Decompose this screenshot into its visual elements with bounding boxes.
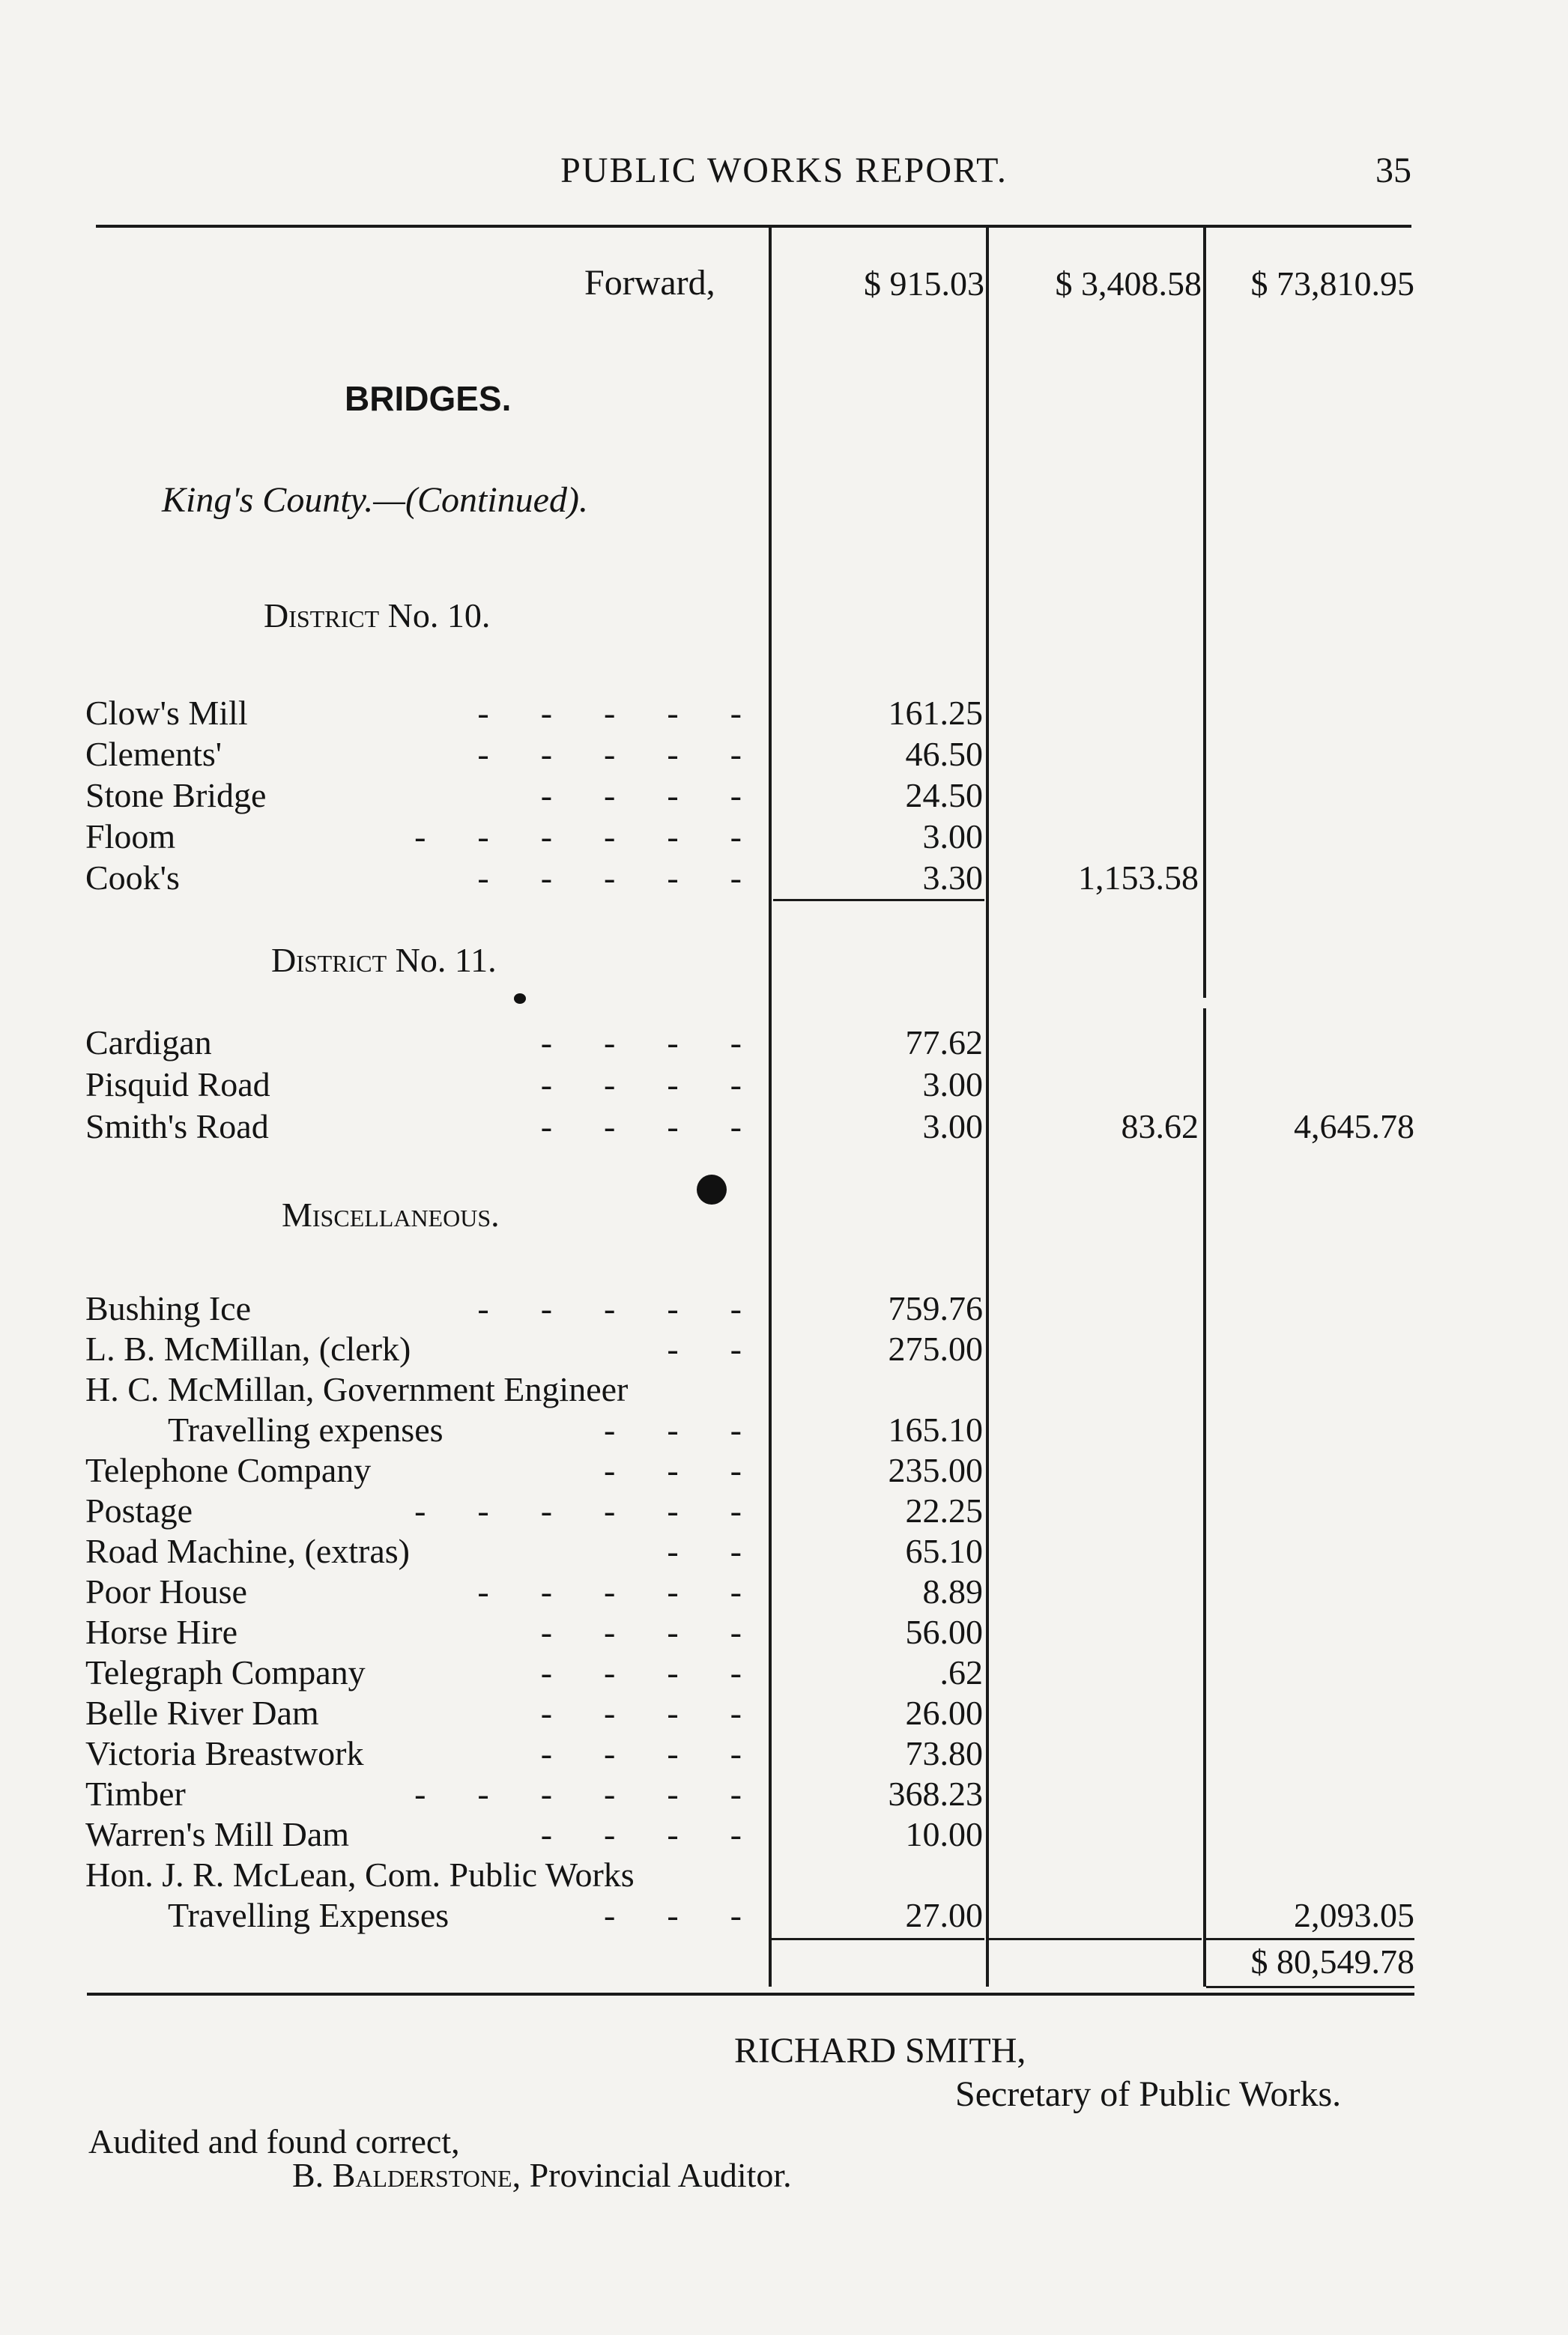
misc-row-label: Telegraph Company [85,1653,366,1692]
misc-row-amount: 165.10 [888,1411,983,1449]
district-10-row-leader-dashes: - - - - - - [414,817,742,855]
misc-row-leader-dashes: - - - - - - [414,1491,742,1530]
district-10-subtotal: 1,153.58 [1078,858,1199,897]
misc-row-amount: 56.00 [905,1613,983,1651]
misc-row-amount: 8.89 [922,1572,983,1611]
misc-row-leader-dashes: - - - - [540,1694,742,1732]
misc-row-amount: .62 [939,1653,983,1692]
misc-row-leader-dashes: - - - [604,1451,742,1489]
section-title: BRIDGES. [345,379,512,418]
final-rule-col1 [772,1938,984,1940]
misc-row-leader-dashes: - - - - - [477,1572,742,1611]
misc-row-amount: 235.00 [888,1451,983,1489]
misc-heading: Miscellaneous. [282,1196,500,1234]
misc-row-label: Belle River Dam [85,1694,319,1732]
district-11-row-label: Pisquid Road [85,1065,270,1103]
misc-row-label: Timber [85,1775,186,1813]
ink-dot [514,993,526,1004]
misc-total: 2,093.05 [1294,1896,1414,1934]
ink-blot [697,1175,727,1205]
signature-title: Secretary of Public Works. [955,2074,1342,2114]
grand-total-rule [1206,1986,1414,1988]
district-11-row-amount: 77.62 [905,1023,983,1061]
misc-row-leader-dashes: - - - - - - [414,1775,742,1813]
misc-row-amount: 65.10 [905,1532,983,1570]
district-10-subtotal-rule [773,899,984,901]
district-10-row-amount: 3.00 [922,817,983,855]
district-11-row-leader-dashes: - - - - [540,1065,742,1103]
misc-row-leader-dashes: - - [667,1532,742,1570]
misc-row-amount: 368.23 [888,1775,983,1813]
final-rule-col2 [989,1938,1202,1940]
district-11-row-leader-dashes: - - - - [540,1023,742,1061]
misc-row-leader-dashes: - - - [604,1411,742,1449]
district-10-row-amount: 3.30 [922,858,983,897]
forward-label: Forward, [584,263,715,303]
auditor-suffix: , Provincial Auditor. [512,2156,792,2194]
district-10-row-label: Clow's Mill [85,694,248,732]
district-10-row-label: Stone Bridge [85,776,267,814]
forward-col3: $ 73,810.95 [1250,264,1414,303]
auditor-name: Balderstone [332,2156,512,2194]
district-10-heading [264,596,490,635]
district-10-row-leader-dashes: - - - - - [477,858,742,897]
district-10-number: No. 10. [387,596,491,635]
misc-row-label: Bushing Ice [85,1289,252,1327]
misc-row-leader-dashes: - - [667,1330,742,1368]
misc-row-label: Road Machine, (extras) [85,1532,411,1570]
misc-row-label: Postage [85,1491,193,1530]
misc-row-label: Hon. J. R. McLean, Com. Public Works [85,1856,635,1894]
district-10-row-amount: 161.25 [888,694,983,732]
district-10-row-leader-dashes: - - - - - [477,735,742,773]
header-rule [96,225,1411,228]
page-number: 35 [1375,151,1411,190]
district-11-row-leader-dashes: - - - - [540,1107,742,1145]
misc-row-leader-dashes: - - - - [540,1653,742,1692]
district-11-heading [271,940,497,980]
district-10-row-amount: 24.50 [905,776,983,814]
district-10-row-label: Clements' [85,735,223,773]
forward-col2: $ 3,408.58 [1055,264,1202,303]
district-10-row-amount: 46.50 [905,735,983,773]
district-10-row-label: Floom [85,817,176,855]
district-10-prefix: District [264,596,380,635]
district-11-number: No. 11. [395,941,497,979]
district-10-row-label: Cook's [85,858,180,897]
misc-row-amount: 275.00 [888,1330,983,1368]
forward-col1: $ 915.03 [864,264,984,303]
page-title: PUBLIC WORKS REPORT. [560,151,1008,190]
column-rule-3b [1203,1008,1206,1987]
signature-name: RICHARD SMITH, [734,2031,1026,2071]
misc-row-leader-dashes: - - - [604,1896,742,1934]
misc-row-leader-dashes: - - - - [540,1734,742,1772]
misc-row-amount: 10.00 [905,1815,983,1853]
misc-row-label: Travelling expenses [168,1411,444,1449]
county-heading: King's County.—(Continued). [162,480,588,520]
district-11-prefix: District [271,941,387,979]
district-11-row-label: Cardigan [85,1023,212,1061]
misc-row-label: Poor House [85,1572,247,1611]
auditor-prefix: B. [292,2156,324,2194]
district-10-row-leader-dashes: - - - - [540,776,742,814]
footer-rule [87,1993,1414,1996]
misc-row-amount: 27.00 [905,1896,983,1934]
misc-row-label: Warren's Mill Dam [85,1815,350,1853]
final-rule-col3 [1206,1938,1414,1940]
misc-row-label: L. B. McMillan, (clerk) [85,1330,411,1368]
misc-row-amount: 26.00 [905,1694,983,1732]
bridges-total: 4,645.78 [1294,1107,1414,1145]
misc-row-leader-dashes: - - - - - [477,1289,742,1327]
misc-row-label: Telephone Company [85,1451,372,1489]
misc-row-amount: 73.80 [905,1734,983,1772]
misc-row-label: Travelling Expenses [168,1896,449,1934]
district-11-row-amount: 3.00 [922,1065,983,1103]
district-10-row-leader-dashes: - - - - - [477,694,742,732]
district-11-row-label: Smith's Road [85,1107,269,1145]
misc-row-label: Horse Hire [85,1613,238,1651]
misc-row-leader-dashes: - - - - [540,1613,742,1651]
audit-line: Audited and found correct, [88,2122,460,2160]
misc-row-leader-dashes: - - - - [540,1815,742,1853]
district-11-row-amount: 3.00 [922,1107,983,1145]
misc-row-label: Victoria Breastwork [85,1734,364,1772]
misc-row-amount: 759.76 [888,1289,983,1327]
column-rule-3 [1203,226,1206,998]
district-11-subtotal: 83.62 [1121,1107,1199,1145]
misc-row-label: H. C. McMillan, Government Engineer [85,1370,629,1408]
misc-row-amount: 22.25 [905,1491,983,1530]
auditor-line [292,2155,792,2195]
grand-total: $ 80,549.78 [1250,1942,1414,1981]
